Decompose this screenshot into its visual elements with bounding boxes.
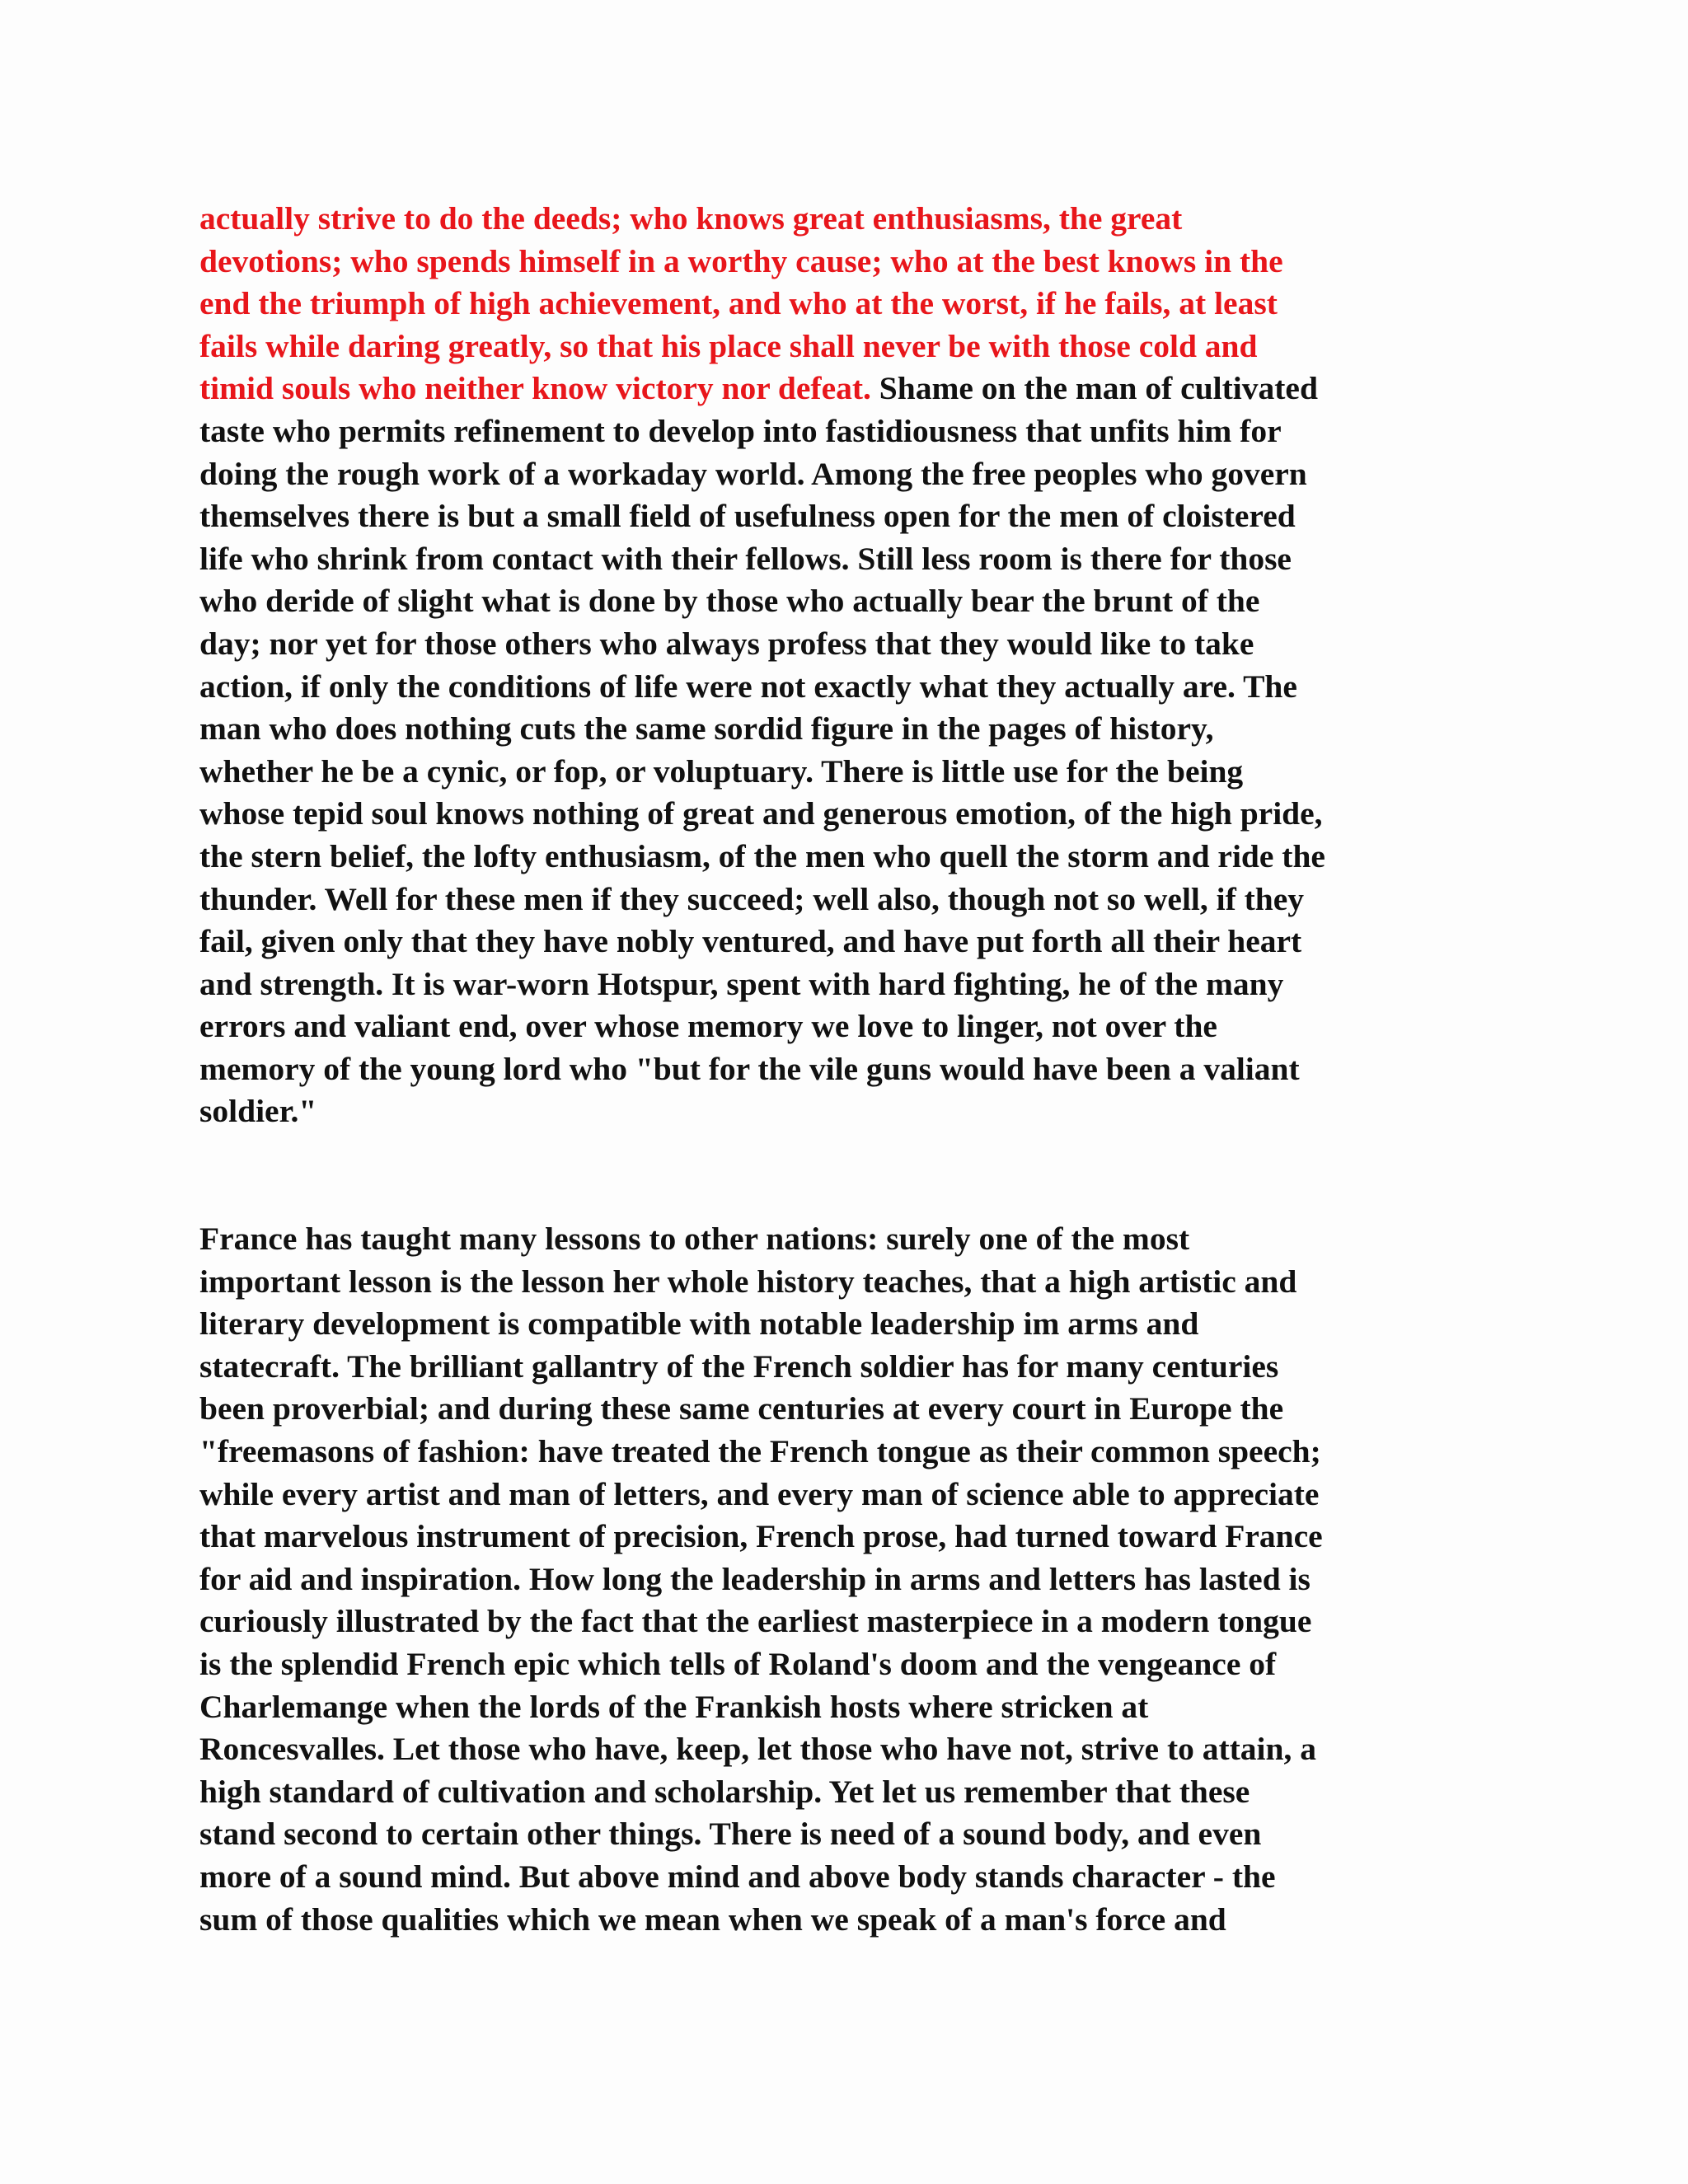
document-page <box>199 198 1518 1941</box>
highlighted-line: end the triumph of high achievement, and who at the worst, if he fails, at least <box>199 285 1278 322</box>
text-line: man who does nothing cuts the same sordid figure in the pages of history, <box>199 710 1214 748</box>
text-line: while every artist and man of letters, and every man of science able to appreciate <box>199 1475 1320 1512</box>
highlighted-text: timid souls who neither know victory nor defeat. <box>199 370 871 407</box>
text-line: more of a sound mind. But above mind and above body stands character - the <box>199 1858 1276 1895</box>
text-line: who deride of slight what is done by those who actually bear the brunt of the <box>199 583 1260 620</box>
text-line: is the splendid French epic which tells of Roland's doom and the vengeance of <box>199 1646 1277 1682</box>
text-line: for aid and inspiration. How long the leadership in arms and letters has lasted is <box>199 1560 1311 1597</box>
text-line: whose tepid soul knows nothing of great and generous emotion, of the high pride, <box>199 795 1323 832</box>
highlighted-line: fails while daring greatly, so that his place shall never be with those cold and <box>199 327 1258 364</box>
text-line: taste who permits refinement to develop into fastidiousness that unfits him for <box>199 412 1282 449</box>
text-line: important lesson is the lesson her whole history teaches, that a high artistic and <box>199 1263 1297 1300</box>
text-line: been proverbial; and during these same centuries at every court in Europe the <box>199 1390 1284 1427</box>
text-line: thunder. Well for these men if they succeed; well also, though not so well, if they <box>199 880 1305 917</box>
body-text: Shame on the man of cultivated <box>870 370 1318 407</box>
text-line: themselves there is but a small field of usefulness open for the men of cloistered <box>199 498 1296 535</box>
mixed-line <box>199 368 1518 410</box>
text-line: fail, given only that they have nobly ventured, and have put forth all their heart <box>199 923 1302 960</box>
highlighted-line: devotions; who spends himself in a worthy cause; who at the best knows in the <box>199 242 1283 279</box>
text-line: high standard of cultivation and scholarship. Yet let us remember that these <box>199 1773 1250 1810</box>
text-line: stand second to certain other things. There is need of a sound body, and even <box>199 1816 1262 1853</box>
text-line: whether he be a cynic, or fop, or voluptuary. There is little use for the being <box>199 752 1244 790</box>
text-line: action, if only the conditions of life were not exactly what they actually are. The <box>199 668 1297 705</box>
text-line: day; nor yet for those others who always profess that they would like to take <box>199 625 1254 662</box>
paragraph-1 <box>199 198 1518 1133</box>
text-line: life who shrink from contact with their fellows. Still less room is there for those <box>199 540 1292 577</box>
highlighted-line: actually strive to do the deeds; who knows great enthusiasms, the great <box>199 200 1183 237</box>
text-line: soldier." <box>199 1093 317 1130</box>
text-line: and strength. It is war-worn Hotspur, spent with hard fighting, he of the many <box>199 965 1284 1002</box>
text-line: the stern belief, the lofty enthusiasm, of the men who quell the storm and ride the <box>199 837 1325 874</box>
text-line: Roncesvalles. Let those who have, keep, let those who have not, strive to attain, a <box>199 1731 1316 1768</box>
text-line: "freemasons of fashion: have treated the French tongue as their common speech; <box>199 1433 1321 1470</box>
paragraph-spacer <box>199 1133 1518 1218</box>
text-line: France has taught many lessons to other nations: surely one of the most <box>199 1221 1190 1258</box>
text-line: curiously illustrated by the fact that the earliest masterpiece in a modern tongue <box>199 1603 1312 1640</box>
text-line: Charlemange when the lords of the Frankish hosts where stricken at <box>199 1688 1149 1725</box>
text-line: literary development is compatible with notable leadership im arms and <box>199 1305 1199 1343</box>
text-line: statecraft. The brilliant gallantry of the French soldier has for many centuries <box>199 1347 1279 1385</box>
paragraph-2 <box>199 1218 1518 1941</box>
text-line: sum of those qualities which we mean when we speak of a man's force and <box>199 1900 1226 1938</box>
text-line: memory of the young lord who "but for the vile guns would have been a valiant <box>199 1050 1300 1087</box>
text-line: doing the rough work of a workaday world. Among the free peoples who govern <box>199 455 1307 492</box>
text-line: errors and valiant end, over whose memory we love to linger, not over the <box>199 1008 1217 1045</box>
text-line: that marvelous instrument of precision, French prose, had turned toward France <box>199 1518 1323 1555</box>
